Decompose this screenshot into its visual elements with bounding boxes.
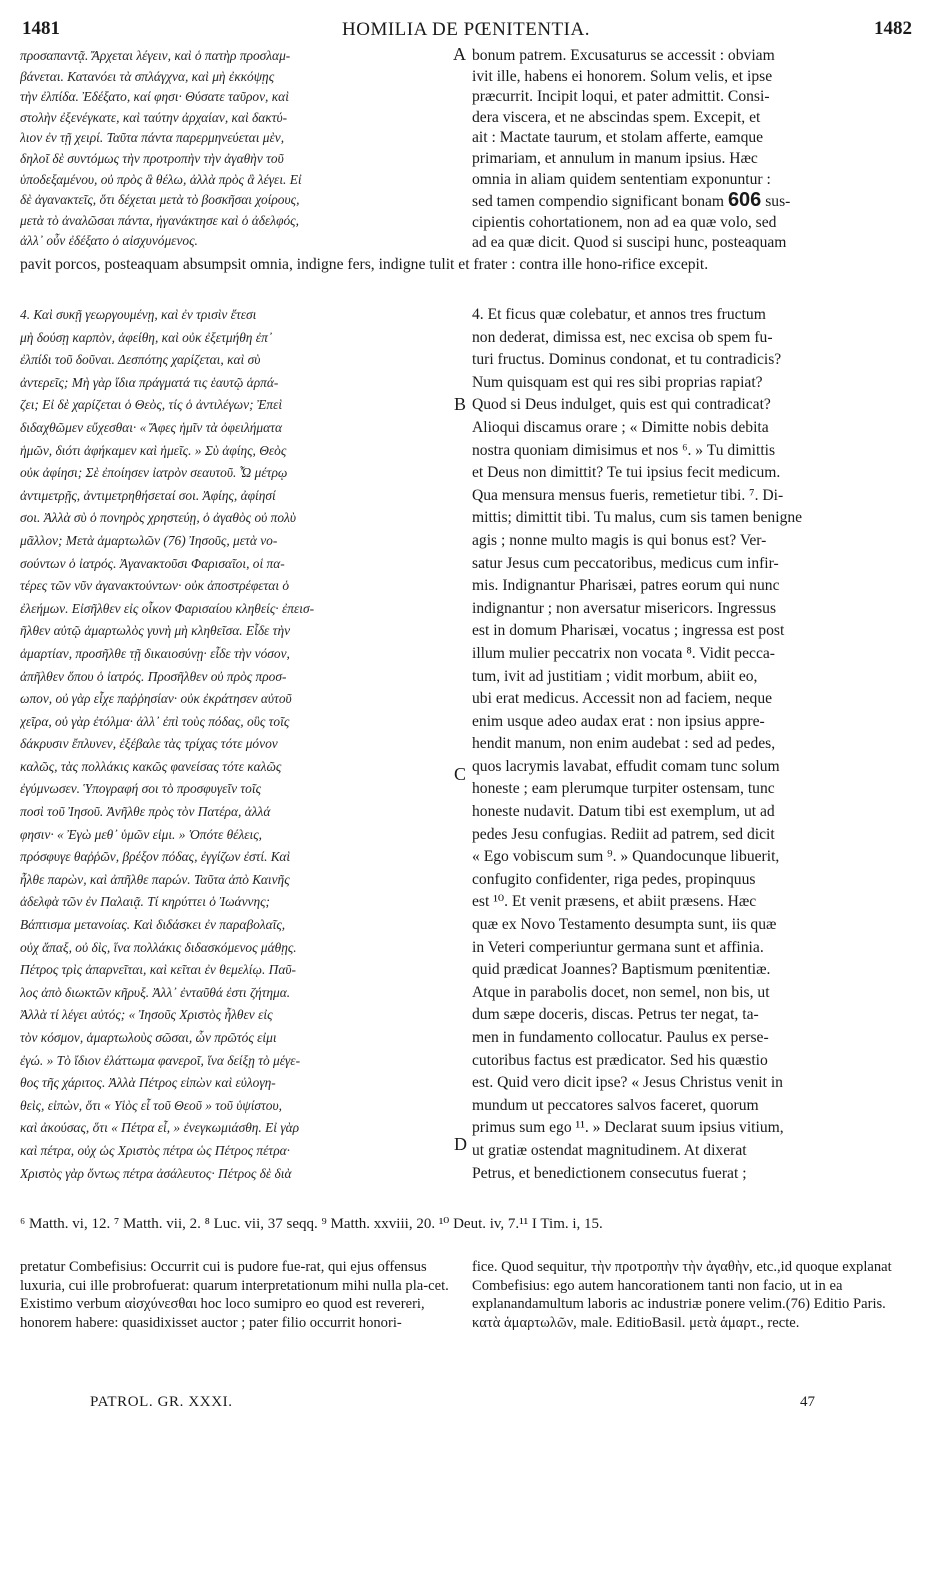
latin-line: in Veteri comperiuntur germana sunt et affinia. [472,938,764,956]
greek-line: ὑποδεξαμένου, οὐ πρὸς ἃ θέλω, ἀλλὰ πρὸς ἃ λέγει. Εἰ [20,171,302,187]
latin-line: mittis; dimittit tibi. Tu malus, cum sis tamen benigne [472,509,803,527]
latin-line: Num quisquam est qui res sibi proprias rapiat? [472,373,763,391]
note-line: dixisset auctor ; pater filio occurrit honori- [152,1314,402,1331]
margin-marker-d: D [454,1134,467,1154]
latin-line: ait : Mactate taurum, et stolam afferte, eamque [472,129,764,147]
greek-line: βάνεται. Κατανόει τὰ σπλάγχνα, καὶ μὴ ἐκκόψῃς [20,68,275,84]
greek-line: καὶ ἀκούσας, ὅτι « Πέτρα εἶ, » ἐνεγκωμιάσθη. Εἰ γὰρ [20,1120,300,1136]
latin-line: turi fructus. Dominus condonat, et tu contradicis? [472,351,782,369]
greek-line: 4. Καὶ συκῇ γεωργουμένῃ, καὶ ἐν τρισὶν ἔτεσι [20,307,257,322]
note-line: cet. Existimo verbum αἰσχύνεσθαι hoc loco sumi [20,1277,449,1313]
greek-line: οὐχ ἅπαξ, οὐ δὶς, ἵνα πολλάκις διδασκόμενος μάθῃς. [20,939,297,955]
footnote-line: ¹¹ I Tim. i, 15. [519,1216,603,1232]
latin-line: et Deus non dimittit? Te tui ipsius fecit medicum. [472,464,781,482]
running-header [20,14,912,42]
latin-line: « Ego vobiscum sum ⁹. » Quandocunque libuerit, [472,848,780,866]
greek-line: ἀντιμετρῇς, ἀντιμετρηθήσεταί σοι. Ἀφίης, ἀφίησί [20,487,276,503]
latin-line-text: sed tamen compendio significant bonam [472,193,728,211]
latin-line: primus sum ego ¹¹. » Declarat suum ipsius vitium, [472,1119,784,1137]
greek-line: τὴν ἐλπίδα. Ἐδέξατο, καί φησι· Θύσατε ταῦρον, καὶ [20,89,289,105]
latin-line: mundum ut peccatores salvos faceret, quorum [472,1096,759,1114]
greek-line: στολὴν ἐξενέγκατε, καὶ ταύτην ἀρχαίαν, καὶ δακτύ- [20,109,288,125]
greek-line: ἀντερεῖς; Μὴ γὰρ ἴδια πράγματά τις ἑαυτῷ ἁρπά- [20,374,279,390]
footnote-line: ⁶ Matth. vi, 12. ⁷ Matth. vii, 2. ⁸ Luc. vii, 37 seqq. ⁹ Matth. xxviii, 20. ¹⁰ Deut. iv, 7. [20,1216,520,1232]
latin-line: confugito confidenter, riga pedes, propinquus [472,870,756,888]
latin-column-block2 [472,304,912,1185]
note-line: fice. Quod sequitur, τὴν προτροπὴν τὴν ἀγαθὴν, etc., [472,1259,781,1275]
greek-line: ἀπῆλθεν ὅπου ὁ ἰατρός. Προσῆλθεν οὐ πρὸς προσ- [20,668,287,684]
page [20,14,920,1574]
greek-line: Ἀλλὰ τί λέγει αὐτός; « Ἰησοῦς Χριστὸς ἦλθεν εἰς [20,1007,273,1023]
greek-line: δάκρυσιν ἔπλυνεν, ἐξέβαλε τὰς τρίχας τότε μόνον [20,736,278,752]
latin-line: primariam, et annulum in manum ipsius. Hæc [472,149,758,167]
greek-line: ζει; Εἰ δὲ χαρίζεται ὁ Θεὸς, τίς ὁ ἀντιλέγων; Ἐπεὶ [20,397,283,413]
note-line: Basil. μετὰ ἁμαρτ., recte. [651,1314,800,1331]
latin-line: non dederat, dimissa est, nec excisa ob spem fu- [472,328,773,346]
greek-line: μὴ δούσῃ καρπὸν, ἀφείθη, καὶ οὐκ ἐξετμήθη ἐπ᾽ [20,329,273,345]
latin-line: pedes Jesu confugias. Rediit ad patrem, sed dicit [472,825,775,843]
latin-line: dera viscera, et ne abscindas spem. Excepit, et [472,108,761,126]
greek-line: ῆλθεν αὐτῷ ἁμαρτωλὸς γυνὴ μὴ κληθεῖσα. Εἶδε τὴν [20,623,291,639]
margin-marker-a: A [453,44,466,64]
greek-line: δηλοῖ δὲ συντόμως τὴν προτροπὴν τὴν ἀγαθὴν τοῦ [20,150,284,166]
latin-line: omnia in aliam quidem sententiam exponuntur : [472,170,771,188]
latin-line: ivit ille, habens ei honorem. Solum velis, et ipse [472,67,773,85]
greek-column-block2 [20,304,450,1185]
note-line: multum laboris ac industriæ ponere velim. [538,1296,786,1313]
note-line: orationem tanti non facio, ut in ea explananda [472,1277,843,1313]
note-line: id quoque explanat Combefisius: ego autem hanc [472,1259,892,1294]
latin-line: Alioqui discamus orare ; « Dimitte nobis debita [472,418,769,436]
latin-line: ut gratiæ ostendat magnitudinem. At dixerat [472,1141,747,1159]
latin-line: indignantur ; non aversatur misericors. Ingressus [472,599,777,617]
editor-notes-right [472,1258,912,1332]
latin-line: Atque in parabolis docet, non semel, non bis, ut [472,983,770,1001]
fullwidth-latin-line [20,254,912,275]
greek-line: καὶ πέτρα, οὐχ ὡς Χριστὸς πέτρα ὡς Πέτρος πέτρα· [20,1142,291,1158]
greek-line: χεῖρα, οὐ γὰρ ἐτόλμα· ἀλλ᾽ ἐπὶ τοὺς πόδας, οὓς τοῖς [20,713,290,729]
latin-line: quid prædicat Joannes? Baptismum pœnitentiæ. [472,961,771,979]
greek-line: ἦλθε παρὼν, καὶ ἀπῆλθε παρών. Ταῦτα ἀπὸ Καινῆς [20,871,290,887]
greek-line: ἁμαρτίαν, προσῆλθε τῇ δικαιοσύνῃ· εἶδε τὴν νόσον, [20,645,290,661]
greek-line: ἡμῶν, διότι ἀφήκαμεν καὶ ἡμεῖς. » Σὺ ἀφίης, Θεὸς [20,442,287,458]
greek-line: Χριστὸς γὰρ ὄντως πέτρα ἀσάλευτος· Πέτρος δὲ διὰ [20,1165,292,1181]
latin-line: cipientis cohortationem, non ad ea quæ volo, sed [472,213,777,231]
greek-line: ἀδελφὰ τῶν ἐν Παλαιᾷ. Τί κηρύττει ὁ Ἰωάννης; [20,894,270,910]
greek-line: θεὶς, εἰπὼν, ὅτι « Υἱὸς εἶ τοῦ Θεοῦ » τοῦ ὑψίστου, [20,1097,282,1113]
footnotes [20,1214,912,1234]
latin-line: bonum patrem. Excusaturus se accessit : obviam [472,47,775,64]
greek-line: ἐλεήμων. Εἰσῆλθεν εἰς οἶκον Φαρισαίου κληθείς· ἐπεισ- [20,600,315,616]
greek-line: πρόσφυγε θαῤῥῶν, βρέξον πόδας, ἐγγίζων ἐστί. Καὶ [20,849,291,865]
greek-line: ἐγύμνωσεν. Ὑπογραφή σοι τὸ προσφυγεῖν τοῖς [20,781,262,797]
greek-line: σούντων ὁ ἰατρός. Ἀγανακτοῦσι Φαρισαῖοι, οἱ πα- [20,555,285,571]
editor-notes-left [20,1258,450,1332]
greek-line: φησιν· « Ἐγὼ μεθ᾽ ὑμῶν εἰμι. » Ὁπότε θέλεις, [20,826,263,842]
greek-line: οὐκ ἀφίησι; Σὲ ἐποίησεν ἰατρὸν σεαυτοῦ. Ὦ μέτρῳ [20,465,288,481]
latin-line: cutoribus factus est prædicator. Sed his quæstio [472,1051,768,1069]
fullwidth-line: rifice excepit. [622,256,709,273]
latin-line: Qua mensura mensus fueris, remetietur tibi. ⁷. Di- [472,486,784,504]
note-line: fuerat: quarum interpretationum mihi nulla pla- [151,1277,429,1294]
greek-line: μετὰ τὸ ἀναλῶσαι πάντα, ἠγανάκτησε καὶ ὁ ἀδελφός, [20,212,299,228]
latin-line: est in domum Pharisæi, vocatus ; ingressa est post [472,622,785,640]
latin-line: honeste nudavit. Datum tibi est exemplum, ut ad [472,803,775,821]
fullwidth-line: pavit porcos, posteaquam absumpsit omnia, indigne fers, indigne tulit et frater : contra ille hono- [20,256,623,273]
latin-line: Quod si Deus indulget, quis est qui contradicat? [472,396,771,414]
latin-line: nostra quoniam dimisimus et nos ⁶. » Tu dimittis [472,441,776,459]
note-line: pretatur Combefisius: Occurrit cui is pudore fue- [20,1259,306,1275]
greek-line: διδαχθῶμεν εὔχεσθαι· « Ἄφες ἡμῖν τὰ ὀφειλήματα [20,419,282,435]
greek-line: δὲ ἀγανακτεῖς, ὅτι δέχεται μετὰ τὸ βοσκῆσαι χοίρους, [20,192,300,208]
latin-line [472,190,912,213]
latin-line-tail: sus- [761,193,791,211]
latin-line: quæ ex Novo Testamento desumpta sunt, iis quæ [472,916,777,934]
greek-line: καλῶς, τὰς πολλάκις κακῶς φανείσας τότε καλῶς [20,758,282,774]
latin-line: est ¹⁰. Et venit præsens, et abiit præsens. Hæc [472,893,757,911]
latin-column-block1 [472,46,912,254]
latin-line: hendit manum, non enim audebat : sed ad pedes, [472,735,776,753]
latin-line: dum sæpe doceris, discas. Petrus ter negat, ta- [472,1006,759,1024]
footer-signature: 47 [800,1394,815,1410]
latin-line: agis ; nonne multo magis is qui bonus est? Ver- [472,531,767,549]
greek-line: λιον ἐν τῇ χειρί. Ταῦτα πάντα παρερμηνεύεται μὲν, [20,130,285,146]
latin-line: enim usque adeo audax erat : non ipsius appre- [472,712,765,730]
greek-line: Πέτρος τρὶς ἀπαρνεῖται, καὶ κεῖται ἐν θεμελίῳ. Παῦ- [20,962,296,978]
greek-line: Βάπτισμα μετανοίας. Καὶ διδάσκει ἐν παραβολαῖς, [20,917,286,933]
greek-line: μᾶλλον; Μετὰ ἁμαρτωλῶν (76) Ἰησοῦς, μετὰ νο- [20,532,278,548]
page-number-right: 1482 [874,18,912,39]
latin-line: præcurrit. Incipit loqui, et pater admittit. Consi- [472,88,770,106]
page-number-left: 1481 [22,18,60,39]
latin-line: Petrus, et benedictionem consecutus fuerat ; [472,1164,747,1182]
greek-line: προσαπαντᾷ. Ἄρχεται λέγειν, καὶ ὁ πατὴρ προσλαμ- [20,48,291,63]
latin-line: ubi erat medicus. Accessit non ad faciem, neque [472,690,773,708]
greek-line: τέρες τῶν νῦν ἀγανακτούντων· οὐκ ἀποστρέφεται ὁ [20,578,290,594]
greek-line: θος τῆς χάριτος. Ἀλλὰ Πέτρος εἰπὼν καὶ εὐλογη- [20,1075,276,1091]
greek-line: ποσὶ τοῦ Ἰησοῦ. Ἀνῆλθε πρὸς τὸν Πατέρα, ἀλλά [20,804,271,820]
latin-line: 4. Et ficus quæ colebatur, et annos tres fructum [472,306,766,323]
latin-line: est. Quid vero dicit ipse? « Jesus Christus venit in [472,1074,783,1092]
greek-column-block1 [20,46,450,252]
latin-line: ad ea quæ dicit. Quod si suscipi hunc, posteaquam [472,234,787,252]
latin-line: honeste ; eam plerumque turpiter ostensam, tunc [472,780,775,798]
margin-marker-b: B [454,394,467,414]
latin-line: men in fundamento collocatur. Paulus ex perse- [472,1029,769,1046]
greek-line: λος ἀπὸ διωκτῶν κῆρυξ. Ἀλλ᾽ ἐνταῦθά ἐστι ζήτημα. [20,984,291,1000]
note-line: (76) Editio Paris. κατὰ ἁμαρτωλῶν, male. Editio [472,1296,886,1331]
footer-series: PATROL. GR. XXXI. [90,1394,233,1410]
greek-line: ἐλπίδι τοῦ δοῦναι. Δεσπότης χαρίζεται, καὶ σὺ [20,352,261,368]
latin-line: illum mulier peccatrix non vocata ⁸. Vidit pecca- [472,644,775,662]
margin-marker-c: C [454,764,467,784]
running-title: HOMILIA DE PŒNITENTIA. [342,19,590,40]
greek-line: σοι. Ἀλλὰ σὺ ὁ πονηρὸς χρηστεύῃ, ὁ ἀγαθὸς οὐ πολὺ [20,510,296,526]
latin-line: mis. Indignantur Pharisæi, patres eorum qui nunc [472,577,780,595]
greek-line: ἀλλ᾽ οὖν ἐδέξατο ὁ αἰσχυνόμενος. [20,233,198,249]
note-line: rat, qui ejus offensus luxuria, cui ille probro [20,1259,427,1294]
latin-line: tum, ivit ad justitiam ; vidit morbum, abiit eo, [472,667,758,685]
greek-line: ἐγώ. » Τὸ ἴδιον ἐλάττωμα φανεροῖ, ἵνα δείξῃ τὸ μέγε- [20,1052,301,1068]
note-line: pro eo quod est revereri, honorem habere: quasi [20,1296,425,1331]
greek-line: ωπον, οὐ γὰρ εἶχε παῤῥησίαν· οὐκ ἐκράτησεν αὐτοῦ [20,691,292,707]
greek-line: τὸν κόσμον, ἁμαρτωλοὺς σῶσαι, ὧν πρῶτός εἰμι [20,1030,277,1045]
latin-line: quos lacrymis lavabat, effudit comam tunc solum [472,757,780,775]
inline-page-number: 606 [727,190,762,212]
latin-line: satur Jesus cum peccatoribus, medicus cum infir- [472,554,779,572]
